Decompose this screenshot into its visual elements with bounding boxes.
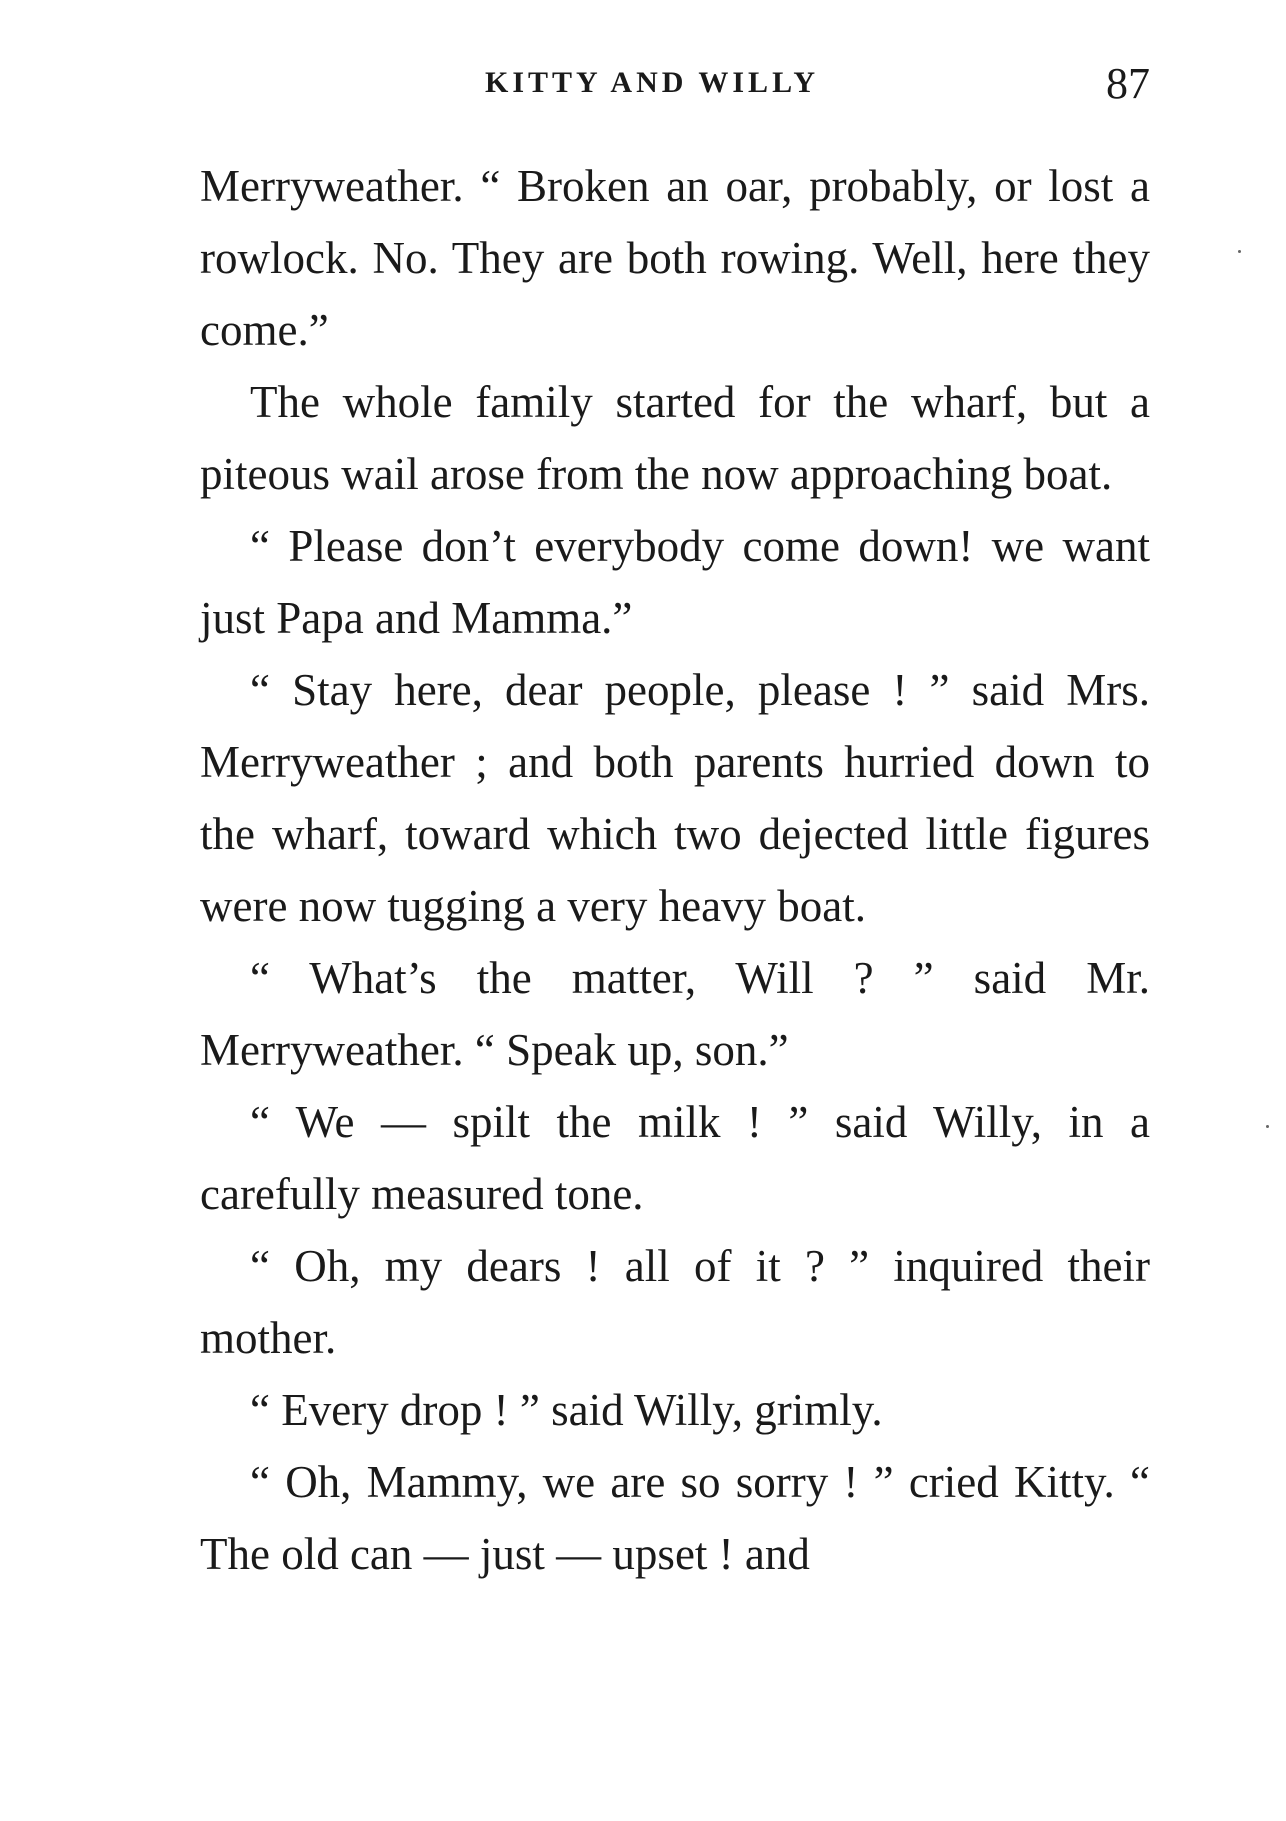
paragraph: “ We — spilt the milk ! ” said Willy, in a carefully measured tone. bbox=[200, 1097, 1150, 1219]
paper-speck bbox=[1238, 250, 1241, 253]
paragraph: “ What’s the matter, Will ? ” said Mr. Merryweather. “ Speak up, son.” bbox=[200, 953, 1150, 1075]
paragraph: “ Oh, my dears ! all of it ? ” inquired their mother. bbox=[200, 1241, 1150, 1363]
running-head bbox=[200, 58, 1150, 118]
running-title: KITTY AND WILLY bbox=[485, 66, 819, 99]
paragraph: “ Every drop ! ” said Willy, grimly. bbox=[250, 1385, 883, 1435]
body-text bbox=[200, 150, 1150, 1590]
page-number: 87 bbox=[1106, 59, 1150, 108]
paragraph: “ Please don’t everybody come down! we want just Papa and Mamma.” bbox=[200, 521, 1150, 643]
paragraph: “ Oh, Mammy, we are so sorry ! ” cried Kitty. “ The old can — just — upset ! and bbox=[200, 1457, 1150, 1579]
paragraph: Merryweather. “ Broken an oar, probably, or lost a rowlock. No. They are both rowing. Well, here they come.” bbox=[200, 161, 1150, 355]
paragraph: The whole family started for the wharf, but a piteous wail arose from the now approaching boat. bbox=[200, 377, 1150, 499]
paragraph: “ Stay here, dear people, please ! ” said Mrs. Merryweather ; and both parents hurried down to the wharf, toward which two dejected little figures were now tugging a very heavy boat. bbox=[200, 665, 1150, 931]
paper-speck bbox=[1266, 1125, 1269, 1128]
